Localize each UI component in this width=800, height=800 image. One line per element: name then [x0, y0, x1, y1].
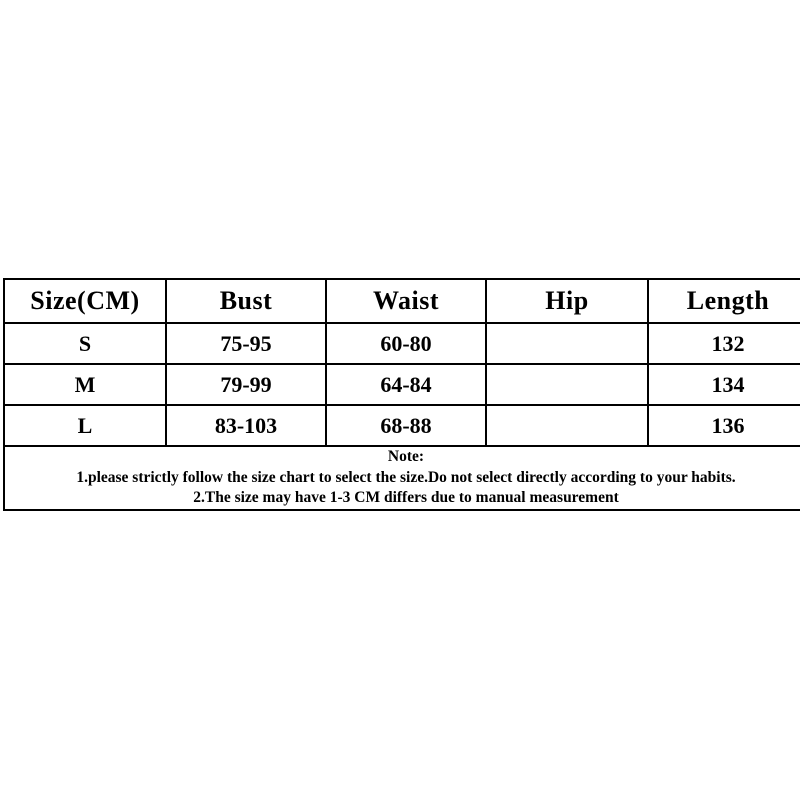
note-row [4, 446, 800, 510]
table-header [4, 279, 800, 323]
cell-length: 134 [648, 364, 800, 405]
column-header-length: Length [648, 279, 800, 323]
table-header-row [4, 279, 800, 323]
cell-size: M [4, 364, 166, 405]
cell-bust: 83-103 [166, 405, 326, 446]
cell-hip [486, 405, 648, 446]
cell-bust: 75-95 [166, 323, 326, 364]
note-line-1: 1.please strictly follow the size chart to select the size.Do not select directly according to your habits. [76, 468, 736, 486]
note-title: Note: [387, 448, 425, 465]
cell-size: S [4, 323, 166, 364]
table-row [4, 405, 800, 446]
cell-waist: 64-84 [326, 364, 486, 405]
cell-bust: 79-99 [166, 364, 326, 405]
cell-waist: 60-80 [326, 323, 486, 364]
cell-length: 132 [648, 323, 800, 364]
column-header-size: Size(CM) [4, 279, 166, 323]
column-header-waist: Waist [326, 279, 486, 323]
note-cell [4, 446, 800, 510]
note-line-2: 2.The size may have 1-3 CM differs due to manual measurement [193, 489, 619, 507]
cell-size: L [4, 405, 166, 446]
column-header-bust: Bust [166, 279, 326, 323]
cell-hip [486, 323, 648, 364]
table-row [4, 364, 800, 405]
cell-hip [486, 364, 648, 405]
size-chart-table [3, 278, 800, 511]
cell-waist: 68-88 [326, 405, 486, 446]
table-row [4, 323, 800, 364]
cell-length: 136 [648, 405, 800, 446]
table-body [4, 323, 800, 510]
column-header-hip: Hip [486, 279, 648, 323]
